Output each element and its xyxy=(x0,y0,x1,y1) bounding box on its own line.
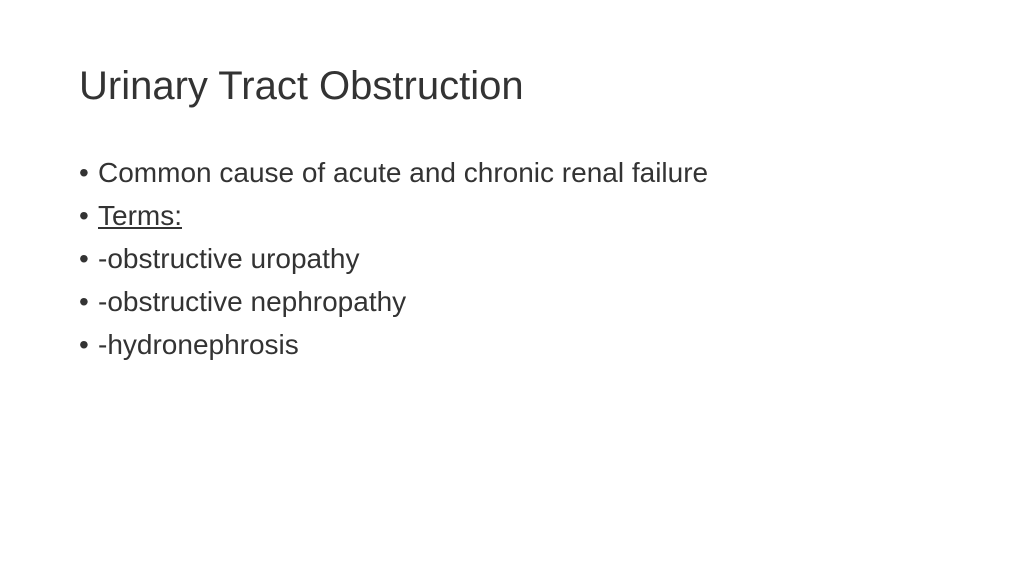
bullet-marker: • xyxy=(79,286,89,317)
bullet-text-terms: Terms: xyxy=(98,200,182,231)
bullet-marker: • xyxy=(79,157,89,188)
bullet-item xyxy=(79,323,708,366)
bullet-item xyxy=(79,280,708,323)
bullet-list xyxy=(79,151,708,366)
bullet-marker: • xyxy=(79,329,89,360)
bullet-text: -obstructive nephropathy xyxy=(98,286,407,317)
slide-title: Urinary Tract Obstruction xyxy=(79,64,524,108)
bullet-item xyxy=(79,194,708,237)
bullet-marker: • xyxy=(79,243,89,274)
bullet-marker: • xyxy=(79,200,89,231)
bullet-text: -hydronephrosis xyxy=(98,329,299,360)
bullet-item xyxy=(79,151,708,194)
bullet-text: Common cause of acute and chronic renal failure xyxy=(98,157,709,188)
bullet-item xyxy=(79,237,708,280)
bullet-text: -obstructive uropathy xyxy=(98,243,360,274)
